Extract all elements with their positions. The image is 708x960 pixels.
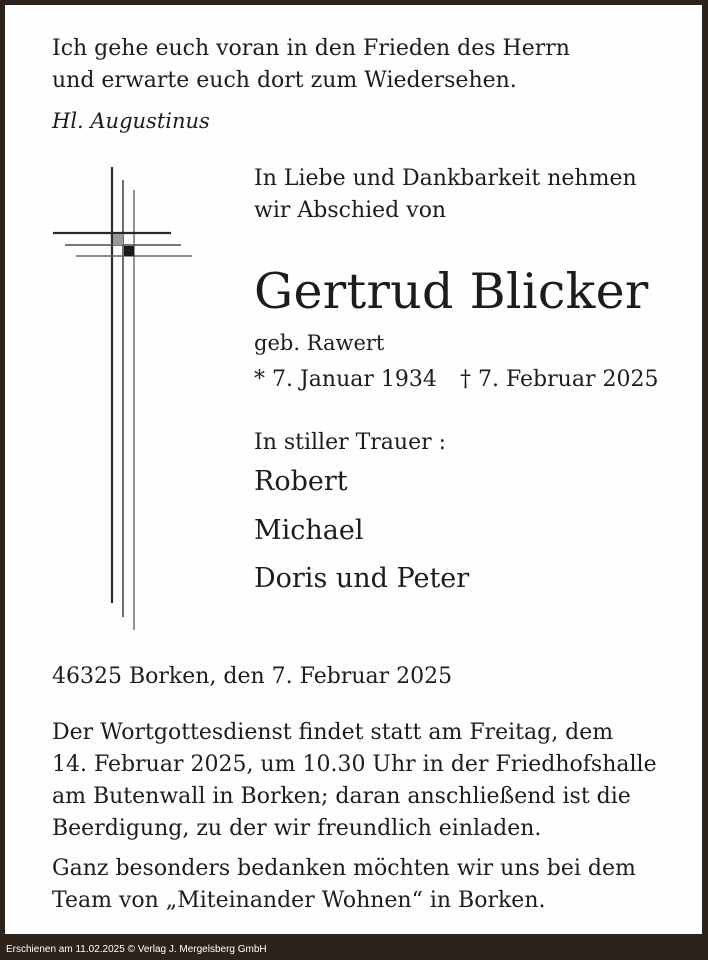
mourner-name: Doris und Peter — [254, 563, 470, 594]
thanks-line: Ganz besonders bedanken möchten wir uns bei dem — [52, 856, 636, 881]
maiden-name: geb. Rawert — [254, 331, 385, 355]
service-line: Beerdigung, zu der wir freundlich einladen. — [52, 816, 542, 841]
thanks-text — [52, 853, 692, 917]
place-and-date: 46325 Borken, den 7. Februar 2025 — [52, 664, 453, 689]
mourners-label: In stiller Trauer : — [254, 430, 447, 455]
motto-author: Hl. Augustinus — [52, 109, 210, 133]
deceased-name: Gertrud Blicker — [254, 263, 649, 320]
service-line: 14. Februar 2025, um 10.30 Uhr in der Friedhofshalle — [52, 752, 657, 777]
motto-line: Ich gehe euch voran in den Frieden des Herrn — [52, 36, 570, 61]
mourner-name: Robert — [254, 466, 348, 497]
intro-line: wir Abschied von — [254, 198, 447, 223]
intro-text — [254, 163, 637, 227]
cross-icon — [5, 5, 702, 645]
motto-line: und erwarte euch dort zum Wiedersehen. — [52, 68, 517, 93]
service-info — [52, 717, 692, 845]
obituary-card — [5, 5, 702, 934]
thanks-line: Team von „Miteinander Wohnen“ in Borken. — [52, 888, 546, 913]
death-date: † 7. Februar 2025 — [460, 367, 659, 392]
mourner-name: Michael — [254, 515, 364, 546]
publication-footer: Erschienen am 11.02.2025 © Verlag J. Mergelsberg GmbH — [6, 944, 267, 955]
service-line: am Butenwall in Borken; daran anschließend ist die — [52, 784, 631, 809]
intro-line: In Liebe und Dankbarkeit nehmen — [254, 166, 637, 191]
service-line: Der Wortgottesdienst findet statt am Freitag, dem — [52, 720, 614, 745]
birth-date: * 7. Januar 1934 — [254, 367, 437, 392]
